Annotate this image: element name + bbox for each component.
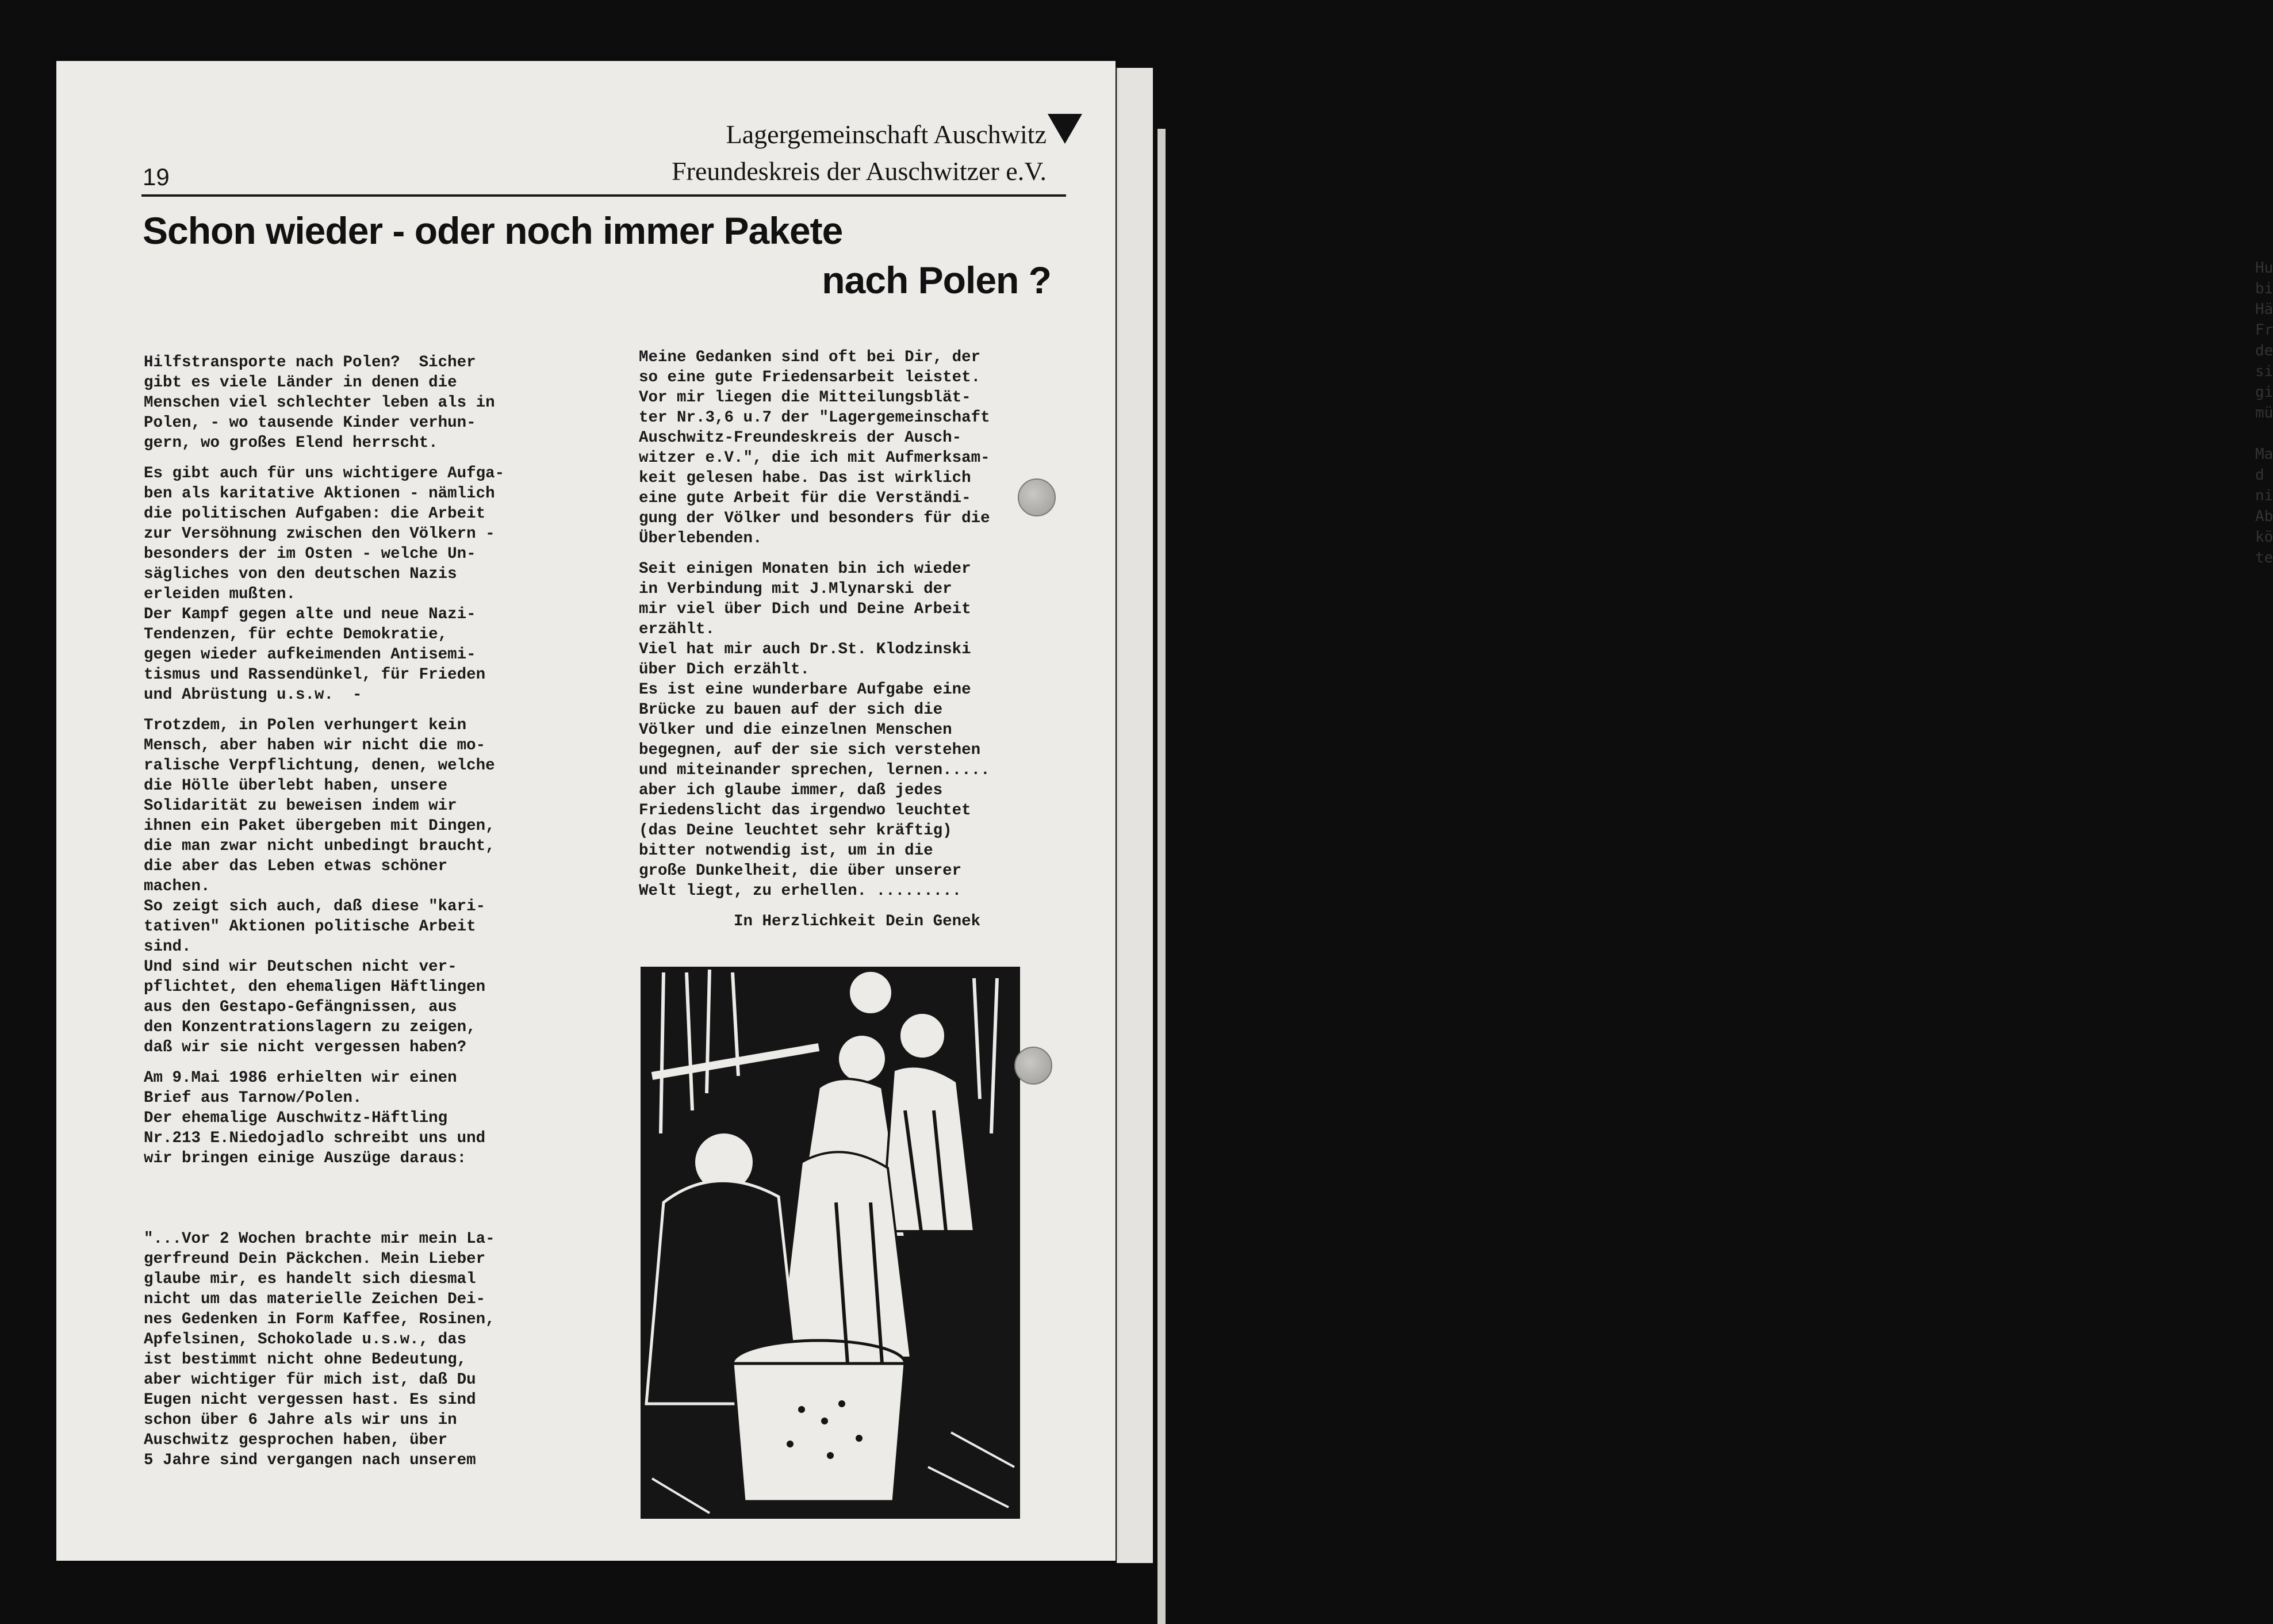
signature-line: In Herzlichkeit Dein Genek	[639, 913, 981, 930]
page-edge-strip	[1157, 129, 1166, 1624]
header-rule	[141, 194, 1066, 197]
header-org-line1: Lagergemeinschaft Auschwitz	[726, 120, 1047, 149]
punch-hole-icon	[1014, 1047, 1052, 1085]
article-title-line2: nach Polen ?	[822, 259, 1051, 301]
article-title-line1: Schon wieder - oder noch immer Pakete	[143, 209, 843, 252]
triangle-down-icon	[1048, 114, 1082, 144]
paragraph: Am 9.Mai 1986 erhielten wir einen Brief aus Tarnow/Polen. Der ehemalige Auschwitz-Häftling Nr.213 E.Niedojadlo schreibt uns und wir bringen einige Auszüge daraus:	[144, 1069, 486, 1167]
paragraph: Meine Gedanken sind oft bei Dir, der so eine gute Friedensarbeit leistet. Vor mir liegen die Mitteilungsblät- ter Nr.3,6 u.7 der "Lagergemeinschaft Auschwitz-Freundeskreis der Ausch- witzer e.V.", die ich mit Aufmerksam- keit gelesen habe. Das ist wirklich eine gute Arbeit für die Verständi- gung der Völker und besonders für die Überlebenden.	[639, 348, 990, 547]
article-title	[143, 206, 1086, 305]
paragraph: Trotzdem, in Polen verhungert kein Mensch, aber haben wir nicht die mo- ralische Verpflichtung, denen, welche die Hölle überlebt haben, unsere Solidarität zu beweisen indem wir ihnen ein Paket übergeben mit Dingen, die man zwar nicht unbedingt braucht, die aber das Leben etwas schöner machen. So zeigt sich auch, daß diese "kari- tativen" Aktionen politische Arbeit sind. Und sind wir Deutschen nicht ver- pflichtet, den ehemaligen Häftlingen aus den Gestapo-Gefängnissen, aus den Konzentrationslagern zu zeigen, daß wir sie nicht vergessen haben?	[144, 717, 495, 1056]
woodcut-illustration	[629, 961, 1028, 1527]
paragraph: Es gibt auch für uns wichtigere Aufga- ben als karitative Aktionen - nämlich die politischen Aufgaben: die Arbeit zur Versöhnung zwischen den Völkern - besonders der im Osten - welche Un- sägliches von den deutschen Nazis erleiden mußten. Der Kampf gegen alte und neue Nazi- Tendenzen, für echte Demokratie, gegen wieder aufkeimenden Antisemi- tismus und Rassendünkel, für Frieden und Abrüstung u.s.w. -	[144, 465, 505, 704]
right-column	[639, 347, 1145, 942]
page-number: 19	[143, 163, 170, 190]
punch-hole-icon	[1018, 478, 1056, 516]
header-org-line2: Freundeskreis der Auschwitzer e.V.	[672, 156, 1047, 186]
paragraph: Hilfstransporte nach Polen? Sicher gibt es viele Länder in denen die Menschen viel schlechter leben als in Polen, - wo tausende Kinder verhun- gern, wo großes Elend herrscht.	[144, 354, 495, 452]
left-column	[144, 353, 661, 1481]
paragraph: "...Vor 2 Wochen brachte mir mein La- gerfreund Dein Päckchen. Mein Lieber glaube mir, es handelt sich diesmal nicht um das materielle Zeichen Dei- nes Gedenken in Form Kaffee, Rosinen, Apfelsinen, Schokolade u.s.w., das ist bestimmt nicht ohne Bedeutung, aber wichtiger für mich ist, daß Du Eugen nicht vergessen hast. Es sind schon über 6 Jahre als wir uns in Auschwitz gesprochen haben, über 5 Jahre sind vergangen nach unserem	[144, 1230, 495, 1469]
paragraph: Seit einigen Monaten bin ich wieder in Verbindung mit J.Mlynarski der mir viel über Dich und Deine Arbeit erzählt. Viel hat mir auch Dr.St. Klodzinski über Dich erzählt. Es ist eine wunderbare Aufgabe eine Brücke zu bauen auf der sich die Völker und die einzelnen Menschen begegnen, auf der sie sich verstehen und miteinander sprechen, lernen..... aber ich glaube immer, daß jedes Friedenslicht das irgendwo leuchtet (das Deine leuchtet sehr kräftig) bitter notwendig ist, um in die große Dunkelheit, die über unserer Welt liegt, zu erhellen. .........	[639, 560, 990, 900]
header-organization	[672, 116, 1047, 190]
document-page	[56, 61, 1116, 1561]
next-page-sliver-text: Hu bi Hä Fr de si gi mü Ma d ni Ab kö te	[2255, 259, 2273, 566]
